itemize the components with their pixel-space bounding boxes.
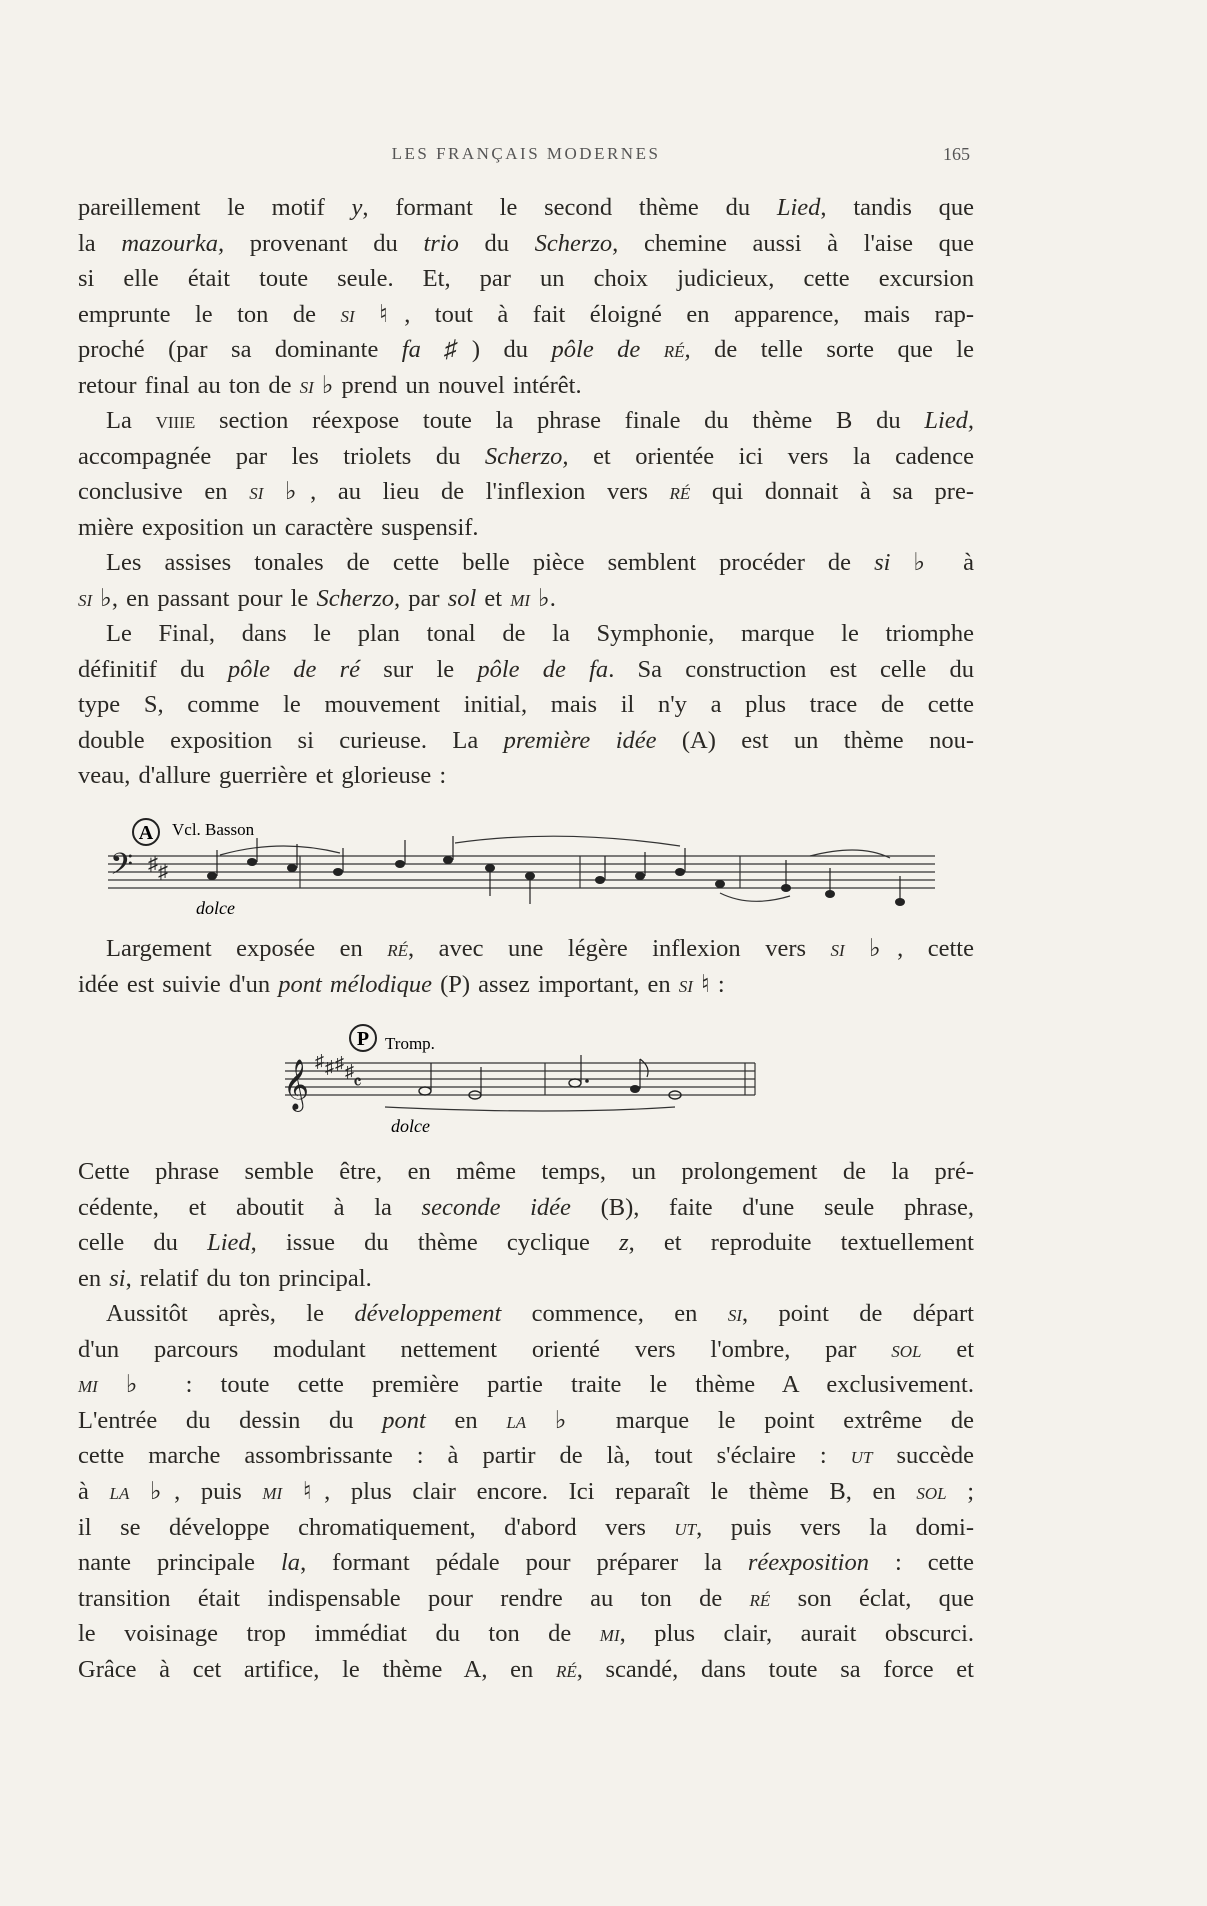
text-line: La viiie section réexpose toute la phrase finale du thème B du Lied, (106, 407, 974, 434)
instrument-label: Vcl. Basson (172, 820, 255, 839)
paragraph-4 (78, 616, 974, 794)
section-marker: P (356, 1028, 370, 1050)
text-line: définitif du pôle de ré sur le pôle de fa. Sa construction est celle du (78, 655, 975, 683)
text-line: retour final au ton de si ♭ prend un nouvel intérêt. (78, 371, 582, 399)
text-line: nante principale la, formant pédale pour préparer la réexposition : cette (78, 1549, 974, 1577)
text-line: accompagnée par les triolets du Scherzo, et orientée ici vers la cadence (78, 442, 974, 470)
svg-text:♯: ♯ (148, 853, 158, 875)
text-line: cédente, et aboutit à la seconde idée (B), faite d'une seule phrase, (78, 1193, 975, 1221)
paragraph-5 (78, 931, 974, 1002)
page-number: 165 (943, 144, 970, 164)
treble-clef-icon: 𝄞 (283, 1060, 310, 1109)
text-line: cette marche assombrissante : à partir de là, tout s'éclaire : ut succède (78, 1442, 974, 1470)
text-line: Le Final, dans le plan tonal de la Symphonie, marque le triomphe (106, 620, 974, 647)
text-line: idée est suivie d'un pont mélodique (P) assez important, en si ♮ : (78, 970, 725, 998)
text-line: à la ♭, puis mi ♮, plus clair encore. Ici reparaît le thème B, en sol ; (78, 1477, 975, 1505)
text-line: Les assises tonales de cette belle pièce semblent procéder de si ♭ à (106, 549, 974, 576)
page-header (78, 144, 974, 168)
text-line: celle du Lied, issue du thème cyclique z, et reproduite textuellement (78, 1229, 974, 1257)
music-example-p (275, 1015, 765, 1145)
text-line: transition était indispensable pour rendre au ton de ré son éclat, que (78, 1584, 974, 1612)
text-line: conclusive en si ♭, au lieu de l'inflexion vers ré qui donnait à sa pre- (78, 478, 974, 506)
music-staff-p (275, 1015, 765, 1140)
svg-text:𝄴: 𝄴 (353, 1072, 362, 1094)
svg-text:♯: ♯ (325, 1057, 334, 1077)
text-line: si ♭, en passant pour le Scherzo, par sol et mi ♭. (78, 584, 556, 612)
text-line: proché (par sa dominante fa ♯) du pôle de ré, de telle sorte que le (78, 336, 974, 364)
paragraph-6 (78, 1154, 974, 1296)
text-line: d'un parcours modulant nettement orienté vers l'ombre, par sol et (78, 1335, 974, 1363)
text-line: il se développe chromatiquement, d'abord vers ut, puis vers la domi- (78, 1513, 974, 1541)
text-line: le voisinage trop immédiat du ton de mi, plus clair, aurait obscurci. (78, 1620, 974, 1648)
text-line: la mazourka, provenant du trio du Scherzo, chemine aussi à l'aise que (78, 229, 975, 257)
text-line: pareillement le motif y, formant le second thème du Lied, tandis que (78, 194, 975, 221)
svg-text:♯: ♯ (315, 1051, 324, 1071)
instrument-label: Tromp. (385, 1034, 435, 1053)
text-line: L'entrée du dessin du pont en la ♭ marque le point extrême de (78, 1406, 975, 1434)
paragraph-7 (78, 1296, 974, 1688)
text-line: veau, d'allure guerrière et glorieuse : (78, 762, 447, 790)
music-staff-a (100, 808, 940, 923)
text-line: type S, comme le mouvement initial, mais il n'y a plus trace de cette (78, 691, 974, 719)
paragraph-1 (78, 190, 974, 404)
text-line: si elle était toute seule. Et, par un choix judicieux, cette excursion (78, 265, 974, 293)
text-line: Grâce à cet artifice, le thème A, en ré, scandé, dans toute sa force et (78, 1655, 974, 1683)
text-line: mi ♭ : toute cette première partie traite le thème A exclusivement. (78, 1371, 974, 1399)
expression-mark: dolce (196, 898, 235, 918)
text-line: emprunte le ton de si ♮, tout à fait éloigné en apparence, mais rap- (78, 300, 974, 328)
expression-mark: dolce (391, 1116, 430, 1136)
section-marker: A (138, 822, 154, 844)
bass-clef-icon: 𝄢 (110, 848, 134, 888)
text-line: Cette phrase semble être, en même temps, un prolongement de la pré- (78, 1158, 974, 1185)
svg-text:♯: ♯ (345, 1061, 354, 1081)
music-example-a (100, 808, 940, 928)
svg-text:♯: ♯ (158, 861, 168, 883)
text-line: mière exposition un caractère suspensif. (78, 513, 479, 541)
text-line: Largement exposée en ré, avec une légère inflexion vers si ♭, cette (106, 935, 974, 962)
svg-text:♯: ♯ (335, 1053, 344, 1073)
text-line: double exposition si curieuse. La première idée (A) est un thème nou- (78, 726, 974, 754)
paragraph-3 (78, 545, 974, 616)
paragraph-2 (78, 403, 974, 545)
running-title: LES FRANÇAIS MODERNES (391, 144, 661, 163)
text-line: Aussitôt après, le développement commence, en si, point de départ (106, 1300, 974, 1327)
text-line: en si, relatif du ton principal. (78, 1264, 372, 1292)
